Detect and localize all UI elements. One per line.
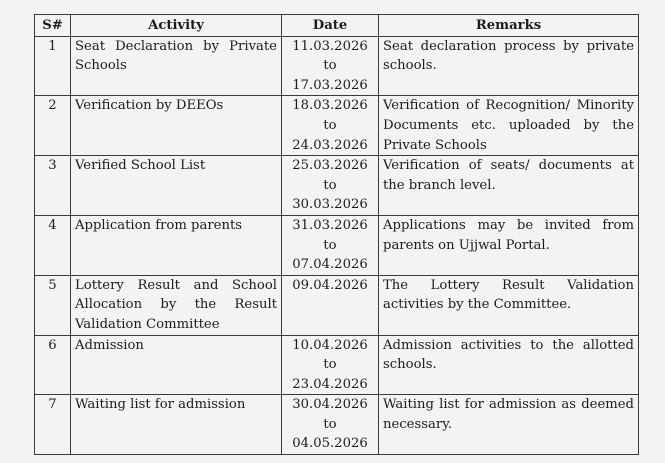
row-number: 5 <box>35 275 71 335</box>
date-from: 31.03.2026 <box>292 217 368 233</box>
date-to: 17.03.2026 <box>292 77 368 93</box>
table-header-row <box>35 15 639 37</box>
table-row <box>35 156 639 216</box>
header-activity: Activity <box>71 15 282 37</box>
row-number: 2 <box>35 96 71 156</box>
row-number: 3 <box>35 156 71 216</box>
table-row <box>35 275 639 335</box>
date-sep: to <box>323 58 337 74</box>
date-to: 30.03.2026 <box>292 197 368 213</box>
remarks-cell: The Lottery Result Validation activities by the Committee. <box>379 275 639 335</box>
date-from: 25.03.2026 <box>292 158 368 174</box>
date-cell <box>282 395 379 455</box>
table-row <box>35 96 639 156</box>
date-from: 11.03.2026 <box>292 38 368 54</box>
date-cell <box>282 335 379 395</box>
admission-schedule-table <box>34 14 639 455</box>
activity-cell: Verification by DEEOs <box>71 96 282 156</box>
table-row <box>35 36 639 96</box>
date-to: 24.03.2026 <box>292 137 368 153</box>
activity-cell: Admission <box>71 335 282 395</box>
date-sep: to <box>323 177 337 193</box>
table-row <box>35 335 639 395</box>
date-from: 09.04.2026 <box>292 277 368 293</box>
date-sep: to <box>323 117 337 133</box>
date-from: 18.03.2026 <box>292 98 368 114</box>
activity-cell: Seat Declaration by Private Schools <box>71 36 282 96</box>
activity-cell: Verified School List <box>71 156 282 216</box>
date-to: 23.04.2026 <box>292 376 368 392</box>
remarks-cell: Waiting list for admission as deemed necessary. <box>379 395 639 455</box>
remarks-cell: Admission activities to the allotted schools. <box>379 335 639 395</box>
date-sep: to <box>323 357 337 373</box>
date-from: 10.04.2026 <box>292 337 368 353</box>
activity-cell: Application from parents <box>71 215 282 275</box>
table-row <box>35 395 639 455</box>
remarks-cell: Verification of seats/ documents at the branch level. <box>379 156 639 216</box>
date-cell <box>282 36 379 96</box>
date-cell <box>282 96 379 156</box>
header-date: Date <box>282 15 379 37</box>
date-from: 30.04.2026 <box>292 397 368 413</box>
date-cell <box>282 215 379 275</box>
activity-cell: Lottery Result and School Allocation by the Result Validation Committee <box>71 275 282 335</box>
remarks-cell: Seat declaration process by private schools. <box>379 36 639 96</box>
date-to: 04.05.2026 <box>292 436 368 452</box>
date-sep: to <box>323 416 337 432</box>
row-number: 4 <box>35 215 71 275</box>
header-remarks: Remarks <box>379 15 639 37</box>
row-number: 6 <box>35 335 71 395</box>
activity-cell: Waiting list for admission <box>71 395 282 455</box>
row-number: 7 <box>35 395 71 455</box>
date-sep: to <box>323 237 337 253</box>
row-number: 1 <box>35 36 71 96</box>
date-to: 07.04.2026 <box>292 257 368 273</box>
remarks-cell: Applications may be invited from parents on Ujjwal Portal. <box>379 215 639 275</box>
date-cell <box>282 275 379 335</box>
header-sno: S# <box>35 15 71 37</box>
date-cell <box>282 156 379 216</box>
table-row <box>35 215 639 275</box>
remarks-cell: Verification of Recognition/ Minority Documents etc. uploaded by the Private Schools <box>379 96 639 156</box>
